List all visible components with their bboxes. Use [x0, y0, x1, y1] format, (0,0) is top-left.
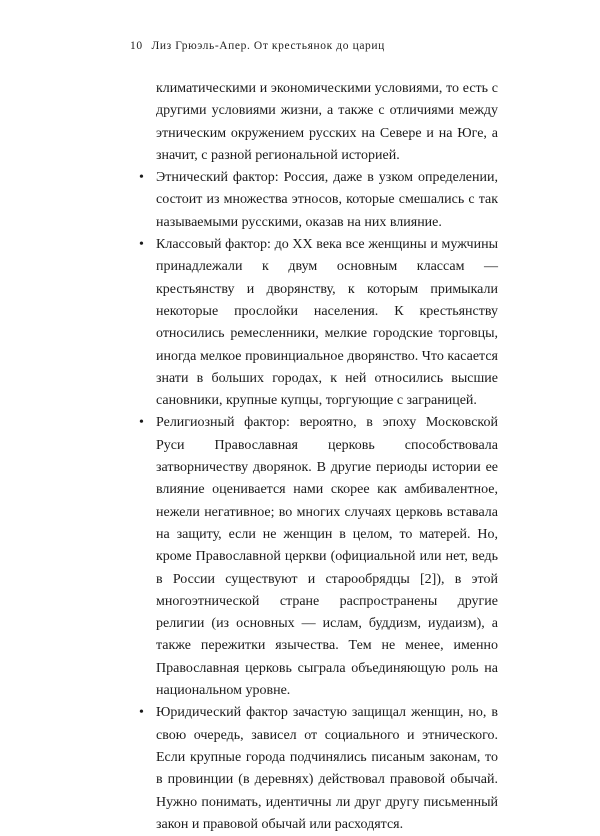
page-number: 10	[130, 40, 143, 52]
running-head	[130, 40, 480, 52]
bullet-icon: •	[139, 237, 144, 253]
list-item-text: Религиозный фактор: вероятно, в эпоху Московской Руси Православная церковь способствовала затворничеству дворянок. В другие периоды истории ее влияние оценивается нами скорее как амбивалентное, нежели негативное; во многих случаях церковь вставала на защиту, если не женщин в целом, то матерей. Но, кроме Православной церкви (официальной или нет, ведь в России существуют и старообрядцы [2]), в этой многоэтнической стране распространены другие религии (из основных — ислам, буддизм, иудаизм), а также пережитки язычества. Тем не менее, именно Православная церковь сыграла объединяющую роль на национальном уровне.	[156, 415, 498, 699]
list-item-text: Юридический фактор зачастую защищал женщин, но, в свою очередь, зависел от социального и этнического. Если крупные города подчинялись писаным законам, то в провинции (в деревнях) действовал правовой обычай. Нужно понимать, идентичны ли друг другу письменный закон и правовой обычай или расходятся.	[156, 705, 498, 832]
bullet-icon: •	[139, 415, 144, 431]
list-item-text: Классовый фактор: до XX века все женщины и мужчины принадлежали к двум основным классам — крестьянству и дворянству, к которым примыкали некоторые прослойки населения. К крестьянству относились ремесленники, мелкие городские торговцы, иногда мелкое провинциальное дворянство. Что касается знати в больших городах, к ней относились высшие сановники, крупные купцы, торгующие с заграницей.	[156, 237, 498, 409]
continuation-paragraph: климатическими и экономическими условиями, то есть с другими условиями жизни, а также с отличиями между этническим окружением русских на Севере и на Юге, а значит, с разной региональной историей.	[156, 81, 498, 163]
bullet-icon: •	[139, 705, 144, 721]
list-item-text: Этнический фактор: Россия, даже в узком определении, состоит из множества этносов, которые смешались с так называемыми русскими, оказав на них влияние.	[156, 170, 498, 230]
book-title: Лиз Грюэль-Апер. От крестьянок до цариц	[151, 40, 385, 52]
list-item-ethnic	[139, 167, 498, 234]
body-text	[139, 78, 498, 836]
factor-list	[139, 167, 498, 836]
list-item-religious	[139, 412, 498, 702]
list-item-class	[139, 234, 498, 412]
bullet-icon: •	[139, 170, 144, 186]
list-item-legal	[139, 702, 498, 836]
